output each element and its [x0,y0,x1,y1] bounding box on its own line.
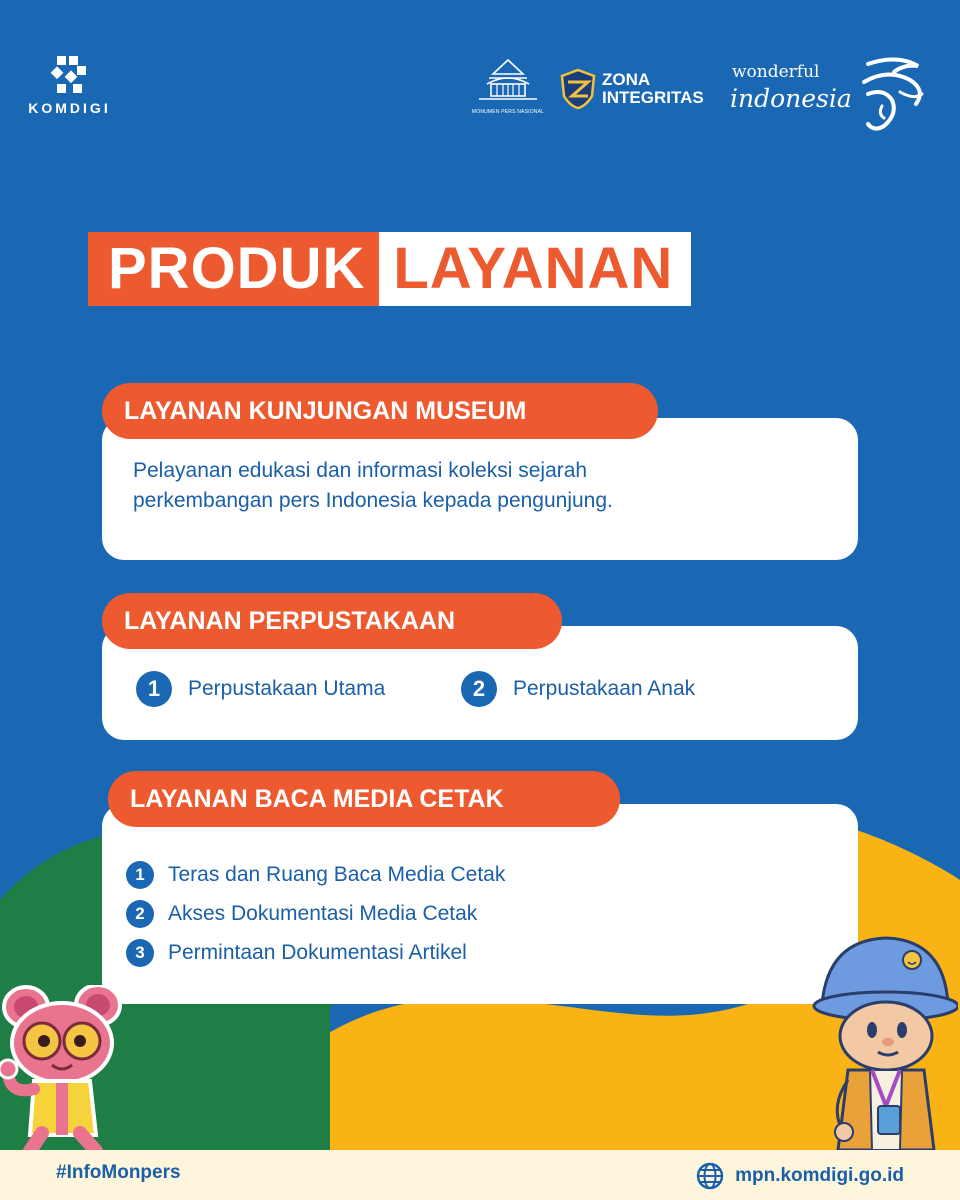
zona-line1: ZONA [602,70,651,89]
number-badge: 2 [461,671,497,707]
garuda-swirl-icon [838,54,930,134]
museum-heading: LAYANAN KUNJUNGAN MUSEUM [102,383,658,439]
tarsier-mascot-illustration [0,985,150,1151]
list-item [126,939,467,967]
mpn-logo [470,58,546,115]
list-item-label: Perpustakaan Anak [513,677,696,700]
monument-icon [473,58,543,102]
list-item [126,900,477,928]
museum-desc-line1: Pelayanan edukasi dan informasi koleksi sejarah [133,459,588,482]
list-item [136,671,385,707]
hashtag: #InfoMonpers [56,1162,181,1183]
wonderful-indonesia-logo [728,60,928,134]
number-badge: 1 [126,861,154,889]
number-badge: 2 [126,900,154,928]
mpn-label: MONUMEN PERS NASIONAL [471,109,545,115]
perpustakaan-heading: LAYANAN PERPUSTAKAAN [102,593,562,649]
list-item [126,861,505,889]
website-link[interactable] [695,1161,904,1191]
wonderful-label: wonderful [732,62,820,82]
zona-line2: INTEGRITAS [602,88,704,107]
komdigi-logo [22,54,117,116]
number-badge: 3 [126,939,154,967]
zona-integritas-logo [560,68,704,110]
website-label[interactable]: mpn.komdigi.go.id [735,1165,904,1186]
komdigi-label: KOMDIGI [28,100,111,116]
indonesia-label: indonesia [730,84,852,113]
museum-description [133,456,773,516]
title-part2: LAYANAN [379,232,691,306]
list-item-label: Teras dan Ruang Baca Media Cetak [168,863,506,886]
number-badge: 1 [136,671,172,707]
globe-icon [695,1161,725,1191]
list-item-label: Perpustakaan Utama [188,677,386,700]
title-part1: PRODUK [88,232,379,306]
boy-mascot-illustration [808,930,958,1150]
list-item-label: Permintaan Dokumentasi Artikel [168,941,467,964]
list-item-label: Akses Dokumentasi Media Cetak [168,902,478,925]
media-cetak-heading: LAYANAN BACA MEDIA CETAK [108,771,620,827]
page-title [88,232,691,306]
komdigi-mark-icon [47,54,93,96]
footer [0,1150,960,1200]
museum-desc-line2: perkembangan pers Indonesia kepada pengunjung. [133,489,613,512]
list-item [461,671,695,707]
zona-integritas-shield-icon [560,68,596,110]
